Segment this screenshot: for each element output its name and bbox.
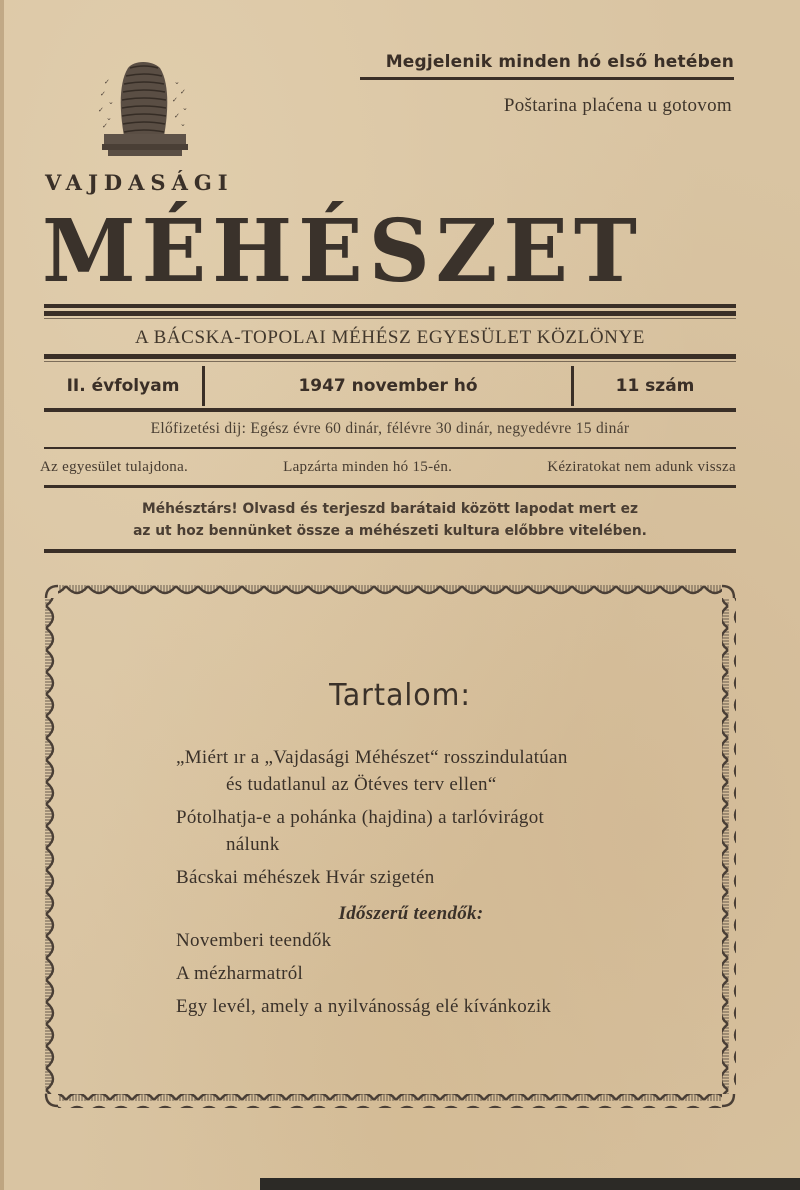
svg-text:⌄: ⌄ [108, 98, 114, 106]
masthead-title-small: VAJDASÁGI [45, 170, 234, 195]
divider [44, 311, 736, 316]
contents-item[interactable]: A mézharmatról [176, 963, 304, 984]
contents-item[interactable] [176, 804, 716, 858]
divider [44, 304, 736, 308]
svg-text:✓: ✓ [102, 122, 108, 130]
reader-appeal-line: Méhésztárs! Olvasd és terjeszd barátaid között lapodat mert ez [141, 501, 639, 517]
svg-text:✓: ✓ [100, 90, 106, 98]
divider [44, 485, 736, 488]
postage-note: Poštarina plaćena u gotovom [503, 95, 732, 116]
divider [44, 549, 736, 553]
divider [44, 361, 736, 362]
subscription-prices: Előfizetési dij: Egész évre 60 dinár, félévre 30 dinár, negyedévre 15 dinár [150, 420, 630, 437]
masthead-title-large: MÉHÉSZET [42, 201, 643, 302]
notice-deadline: Lapzárta minden hó 15-én. [283, 459, 453, 475]
table-of-contents [176, 744, 716, 1020]
contents-item[interactable] [176, 744, 716, 798]
contents-item[interactable]: Egy levél, amely a nyilvánosság elé kívánkozik [176, 996, 552, 1017]
issue-volume: II. évfolyam [66, 376, 180, 396]
issue-number: 11 szám [615, 376, 695, 396]
publication-schedule-note: Megjelenik minden hó első hetében [385, 52, 734, 72]
contents-section-heading: Időszerű teendők: [338, 903, 484, 924]
svg-text:✓: ✓ [180, 88, 186, 96]
svg-text:⌄: ⌄ [174, 78, 180, 86]
divider [44, 447, 736, 449]
scan-background-edge [260, 1178, 800, 1190]
svg-text:⌄: ⌄ [180, 120, 186, 128]
svg-text:✓: ✓ [172, 96, 178, 104]
divider [44, 408, 736, 412]
contents-heading: Tartalom: [329, 678, 471, 713]
publisher-notices [40, 459, 736, 476]
contents-item-line: Pótolhatja-e a pohánka (hajdina) a tarlóvirágot [176, 807, 545, 828]
contents-item-line: Bácskai méhészek Hvár szigetén [176, 867, 435, 888]
issue-date: 1947 november hó [202, 366, 574, 406]
svg-text:✓: ✓ [98, 106, 104, 114]
page-edge-shadow [0, 0, 4, 1190]
divider [360, 77, 734, 80]
notice-manuscripts: Kéziratokat nem adunk vissza [547, 459, 736, 475]
contents-item-line: nálunk [226, 834, 280, 855]
masthead-subtitle: A BÁCSKA-TOPOLAI MÉHÉSZ EGYESÜLET KÖZLÖNYE [134, 327, 646, 348]
contents-item-line: „Miért ır a „Vajdasági Méhészet“ rosszindulatúan [176, 747, 568, 768]
divider [44, 354, 736, 359]
reader-appeal [44, 498, 736, 542]
contents-item-line: és tudatlanul az Ötéves terv ellen“ [226, 774, 497, 795]
notice-ownership: Az egyesület tulajdona. [40, 459, 189, 475]
beehive-icon [94, 54, 194, 158]
svg-text:⌄: ⌄ [182, 104, 188, 112]
contents-item[interactable] [176, 864, 716, 891]
issue-info-bar [44, 366, 736, 406]
divider [44, 318, 736, 319]
reader-appeal-line: az ut hoz bennünket össze a méhészeti kultura előbbre vitelében. [133, 523, 647, 539]
svg-text:⌄: ⌄ [106, 114, 112, 122]
svg-text:✓: ✓ [104, 78, 110, 86]
contents-item[interactable]: Novemberi teendők [176, 930, 332, 951]
svg-text:✓: ✓ [174, 112, 180, 120]
